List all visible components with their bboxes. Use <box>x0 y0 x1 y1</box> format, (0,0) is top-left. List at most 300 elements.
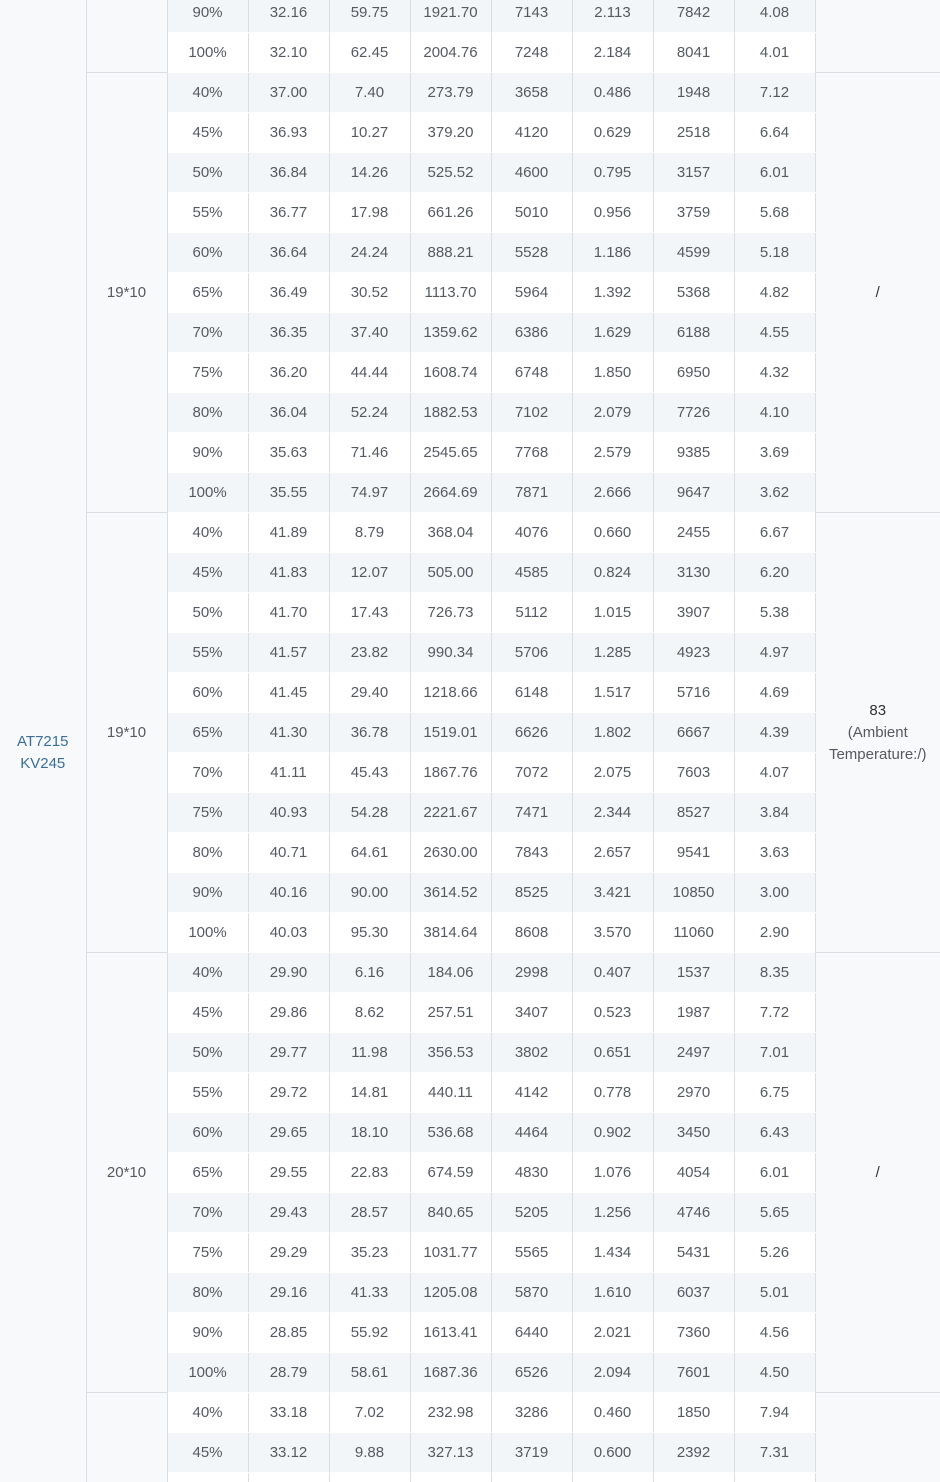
table-row <box>0 73 940 113</box>
rpm-cell: 7843 <box>491 833 572 873</box>
throttle-cell: 60% <box>167 1113 248 1153</box>
thrust-cell: 1.392 <box>572 273 653 313</box>
efficiency-cell: 4.39 <box>734 713 815 753</box>
rpm-cell: 6386 <box>491 313 572 353</box>
throttle-cell: 90% <box>167 0 248 33</box>
throttle-cell: 65% <box>167 713 248 753</box>
current-cell: 10.27 <box>329 113 410 153</box>
current-cell: 17.43 <box>329 593 410 633</box>
thrust-cell: 0.600 <box>572 1433 653 1473</box>
throttle-cell: 45% <box>167 553 248 593</box>
power-cell: 368.04 <box>410 513 491 553</box>
thrust-cell: 1.285 <box>572 633 653 673</box>
torque-cell: 5368 <box>653 273 734 313</box>
efficiency-cell: 5.18 <box>734 233 815 273</box>
efficiency-cell: 6.01 <box>734 153 815 193</box>
voltage-cell: 36.84 <box>248 153 329 193</box>
rpm-cell: 7072 <box>491 753 572 793</box>
torque-cell: 9385 <box>653 433 734 473</box>
thrust-cell: 1.434 <box>572 1233 653 1273</box>
current-cell: 71.46 <box>329 433 410 473</box>
current-cell: 64.61 <box>329 833 410 873</box>
rpm-cell: 4585 <box>491 553 572 593</box>
propeller-size-cell: 19*10 <box>86 513 167 953</box>
voltage-cell: 36.49 <box>248 273 329 313</box>
throttle-cell: 45% <box>167 993 248 1033</box>
thrust-cell: 0.460 <box>572 1393 653 1433</box>
current-cell: 7.40 <box>329 73 410 113</box>
thrust-cell: 3.570 <box>572 913 653 953</box>
rpm-cell: 7143 <box>491 0 572 33</box>
rpm-cell: 3658 <box>491 73 572 113</box>
power-cell: 525.52 <box>410 153 491 193</box>
thrust-cell: 1.186 <box>572 233 653 273</box>
voltage-cell: 33.12 <box>248 1433 329 1473</box>
torque-cell: 2518 <box>653 113 734 153</box>
ambient-temperature-note: (Ambient Temperature:/) <box>828 723 927 763</box>
power-cell: 2630.00 <box>410 833 491 873</box>
torque-cell: 5431 <box>653 1233 734 1273</box>
power-cell: 356.53 <box>410 1033 491 1073</box>
power-cell: 1608.74 <box>410 353 491 393</box>
rpm-cell: 5964 <box>491 273 572 313</box>
efficiency-cell: 4.10 <box>734 393 815 433</box>
torque-cell: 3907 <box>653 593 734 633</box>
efficiency-cell: 5.68 <box>734 193 815 233</box>
temperature-value: 83 <box>869 701 887 719</box>
voltage-cell: 41.30 <box>248 713 329 753</box>
rpm-cell: 7248 <box>491 33 572 73</box>
rpm-cell: 7471 <box>491 793 572 833</box>
rpm-cell: 4830 <box>491 1153 572 1193</box>
torque-cell: 1850 <box>653 1393 734 1433</box>
thrust-cell: 0.795 <box>572 153 653 193</box>
efficiency-cell <box>734 1473 815 1482</box>
voltage-cell: 36.64 <box>248 233 329 273</box>
torque-cell: 7726 <box>653 393 734 433</box>
thrust-cell: 2.184 <box>572 33 653 73</box>
current-cell: 36.78 <box>329 713 410 753</box>
torque-cell: 4746 <box>653 1193 734 1233</box>
throttle-cell: 80% <box>167 393 248 433</box>
power-cell: 1113.70 <box>410 273 491 313</box>
torque-cell: 2970 <box>653 1073 734 1113</box>
power-cell: 273.79 <box>410 73 491 113</box>
voltage-cell: 40.71 <box>248 833 329 873</box>
rpm-cell: 2998 <box>491 953 572 993</box>
voltage-cell: 29.29 <box>248 1233 329 1273</box>
torque-cell: 6667 <box>653 713 734 753</box>
throttle-cell: 100% <box>167 473 248 513</box>
rpm-cell: 5528 <box>491 233 572 273</box>
voltage-cell: 41.89 <box>248 513 329 553</box>
efficiency-cell: 6.20 <box>734 553 815 593</box>
current-cell: 23.82 <box>329 633 410 673</box>
torque-cell: 1537 <box>653 953 734 993</box>
torque-cell: 11060 <box>653 913 734 953</box>
torque-cell: 7603 <box>653 753 734 793</box>
current-cell: 17.98 <box>329 193 410 233</box>
voltage-cell: 29.86 <box>248 993 329 1033</box>
current-cell: 11.98 <box>329 1033 410 1073</box>
torque-cell: 7601 <box>653 1353 734 1393</box>
throttle-cell: 100% <box>167 1353 248 1393</box>
throttle-cell: 100% <box>167 33 248 73</box>
voltage-cell: 41.11 <box>248 753 329 793</box>
rpm-cell: 7871 <box>491 473 572 513</box>
temperature-cell <box>815 513 940 953</box>
power-cell: 2545.65 <box>410 433 491 473</box>
throttle-cell: 75% <box>167 353 248 393</box>
current-cell: 8.79 <box>329 513 410 553</box>
voltage-cell: 35.55 <box>248 473 329 513</box>
torque-cell: 2497 <box>653 1033 734 1073</box>
rpm-cell: 4600 <box>491 153 572 193</box>
voltage-cell: 29.72 <box>248 1073 329 1113</box>
thrust-cell: 2.657 <box>572 833 653 873</box>
voltage-cell: 41.83 <box>248 553 329 593</box>
propeller-size-cell: 19*10 <box>86 73 167 513</box>
current-cell: 35.23 <box>329 1233 410 1273</box>
efficiency-cell: 4.32 <box>734 353 815 393</box>
torque-cell: 5716 <box>653 673 734 713</box>
temperature-cell <box>815 0 940 73</box>
power-cell: 3814.64 <box>410 913 491 953</box>
thrust-cell: 1.802 <box>572 713 653 753</box>
current-cell: 8.62 <box>329 993 410 1033</box>
power-cell: 2004.76 <box>410 33 491 73</box>
voltage-cell <box>248 1473 329 1482</box>
current-cell: 12.07 <box>329 553 410 593</box>
thrust-cell: 0.778 <box>572 1073 653 1113</box>
rpm-cell: 8608 <box>491 913 572 953</box>
thrust-cell: 0.824 <box>572 553 653 593</box>
rpm-cell: 6626 <box>491 713 572 753</box>
thrust-cell: 1.629 <box>572 313 653 353</box>
voltage-cell: 36.20 <box>248 353 329 393</box>
efficiency-cell: 2.90 <box>734 913 815 953</box>
efficiency-cell: 6.64 <box>734 113 815 153</box>
current-cell: 28.57 <box>329 1193 410 1233</box>
current-cell: 44.44 <box>329 353 410 393</box>
power-cell: 661.26 <box>410 193 491 233</box>
rpm-cell: 7768 <box>491 433 572 473</box>
power-cell: 840.65 <box>410 1193 491 1233</box>
current-cell: 45.43 <box>329 753 410 793</box>
rpm-cell: 5205 <box>491 1193 572 1233</box>
throttle-cell: 80% <box>167 1273 248 1313</box>
rpm-cell: 8525 <box>491 873 572 913</box>
torque-cell: 3130 <box>653 553 734 593</box>
thrust-cell: 0.902 <box>572 1113 653 1153</box>
rpm-cell: 4142 <box>491 1073 572 1113</box>
thrust-cell: 0.629 <box>572 113 653 153</box>
throttle-cell: 55% <box>167 1073 248 1113</box>
power-cell: 2221.67 <box>410 793 491 833</box>
thrust-cell: 2.579 <box>572 433 653 473</box>
thrust-cell: 2.021 <box>572 1313 653 1353</box>
voltage-cell: 41.45 <box>248 673 329 713</box>
thrust-cell: 2.666 <box>572 473 653 513</box>
throttle-cell: 45% <box>167 1433 248 1473</box>
rpm-cell: 5565 <box>491 1233 572 1273</box>
efficiency-cell: 4.07 <box>734 753 815 793</box>
throttle-cell: 55% <box>167 193 248 233</box>
voltage-cell: 36.93 <box>248 113 329 153</box>
efficiency-cell: 4.69 <box>734 673 815 713</box>
torque-cell <box>653 1473 734 1482</box>
propeller-size-cell <box>86 0 167 73</box>
efficiency-cell: 5.65 <box>734 1193 815 1233</box>
throttle-cell: 90% <box>167 873 248 913</box>
thrust-cell: 0.660 <box>572 513 653 553</box>
throttle-cell <box>167 1473 248 1482</box>
rpm-cell: 3802 <box>491 1033 572 1073</box>
rpm-cell: 6148 <box>491 673 572 713</box>
current-cell: 58.61 <box>329 1353 410 1393</box>
power-cell: 1359.62 <box>410 313 491 353</box>
voltage-cell: 28.85 <box>248 1313 329 1353</box>
temperature-value: / <box>875 1163 880 1181</box>
motor-model-kv: KV245 <box>20 754 66 772</box>
current-cell <box>329 1473 410 1482</box>
power-cell: 184.06 <box>410 953 491 993</box>
table-row <box>0 513 940 553</box>
voltage-cell: 32.16 <box>248 0 329 33</box>
torque-cell: 8041 <box>653 33 734 73</box>
rpm-cell <box>491 1473 572 1482</box>
throttle-cell: 75% <box>167 1233 248 1273</box>
voltage-cell: 29.65 <box>248 1113 329 1153</box>
voltage-cell: 36.35 <box>248 313 329 353</box>
rpm-cell: 3286 <box>491 1393 572 1433</box>
rpm-cell: 5706 <box>491 633 572 673</box>
efficiency-cell: 5.26 <box>734 1233 815 1273</box>
current-cell: 18.10 <box>329 1113 410 1153</box>
efficiency-cell: 6.67 <box>734 513 815 553</box>
throttle-cell: 70% <box>167 1193 248 1233</box>
torque-cell: 4599 <box>653 233 734 273</box>
efficiency-cell: 5.38 <box>734 593 815 633</box>
efficiency-cell: 4.82 <box>734 273 815 313</box>
power-cell: 505.00 <box>410 553 491 593</box>
thrust-cell: 1.517 <box>572 673 653 713</box>
power-cell: 536.68 <box>410 1113 491 1153</box>
throttle-cell: 50% <box>167 1033 248 1073</box>
efficiency-cell: 4.56 <box>734 1313 815 1353</box>
throttle-cell: 55% <box>167 633 248 673</box>
voltage-cell: 33.18 <box>248 1393 329 1433</box>
rpm-cell: 5870 <box>491 1273 572 1313</box>
voltage-cell: 41.57 <box>248 633 329 673</box>
voltage-cell: 32.10 <box>248 33 329 73</box>
voltage-cell: 29.77 <box>248 1033 329 1073</box>
throttle-cell: 65% <box>167 273 248 313</box>
voltage-cell: 29.43 <box>248 1193 329 1233</box>
thrust-cell: 2.113 <box>572 0 653 33</box>
throttle-cell: 40% <box>167 1393 248 1433</box>
throttle-cell: 40% <box>167 73 248 113</box>
current-cell: 54.28 <box>329 793 410 833</box>
efficiency-cell: 5.01 <box>734 1273 815 1313</box>
torque-cell: 6188 <box>653 313 734 353</box>
thrust-cell: 1.015 <box>572 593 653 633</box>
efficiency-cell: 4.55 <box>734 313 815 353</box>
rpm-cell: 6440 <box>491 1313 572 1353</box>
thrust-cell: 2.079 <box>572 393 653 433</box>
voltage-cell: 40.03 <box>248 913 329 953</box>
efficiency-cell: 3.00 <box>734 873 815 913</box>
power-cell: 1519.01 <box>410 713 491 753</box>
power-cell: 674.59 <box>410 1153 491 1193</box>
throttle-cell: 90% <box>167 433 248 473</box>
rpm-cell: 6748 <box>491 353 572 393</box>
voltage-cell: 37.00 <box>248 73 329 113</box>
rpm-cell: 5010 <box>491 193 572 233</box>
torque-cell: 6037 <box>653 1273 734 1313</box>
voltage-cell: 36.77 <box>248 193 329 233</box>
efficiency-cell: 3.84 <box>734 793 815 833</box>
throttle-cell: 50% <box>167 153 248 193</box>
current-cell: 14.26 <box>329 153 410 193</box>
voltage-cell: 29.90 <box>248 953 329 993</box>
throttle-cell: 40% <box>167 953 248 993</box>
power-cell <box>410 1473 491 1482</box>
efficiency-cell: 6.75 <box>734 1073 815 1113</box>
power-cell: 888.21 <box>410 233 491 273</box>
efficiency-cell: 7.72 <box>734 993 815 1033</box>
propeller-size-cell <box>86 1393 167 1482</box>
torque-cell: 1987 <box>653 993 734 1033</box>
power-cell: 1218.66 <box>410 673 491 713</box>
current-cell: 62.45 <box>329 33 410 73</box>
torque-cell: 7842 <box>653 0 734 33</box>
efficiency-cell: 4.01 <box>734 33 815 73</box>
current-cell: 22.83 <box>329 1153 410 1193</box>
motor-model-cell <box>0 0 86 1482</box>
torque-cell: 7360 <box>653 1313 734 1353</box>
current-cell: 37.40 <box>329 313 410 353</box>
voltage-cell: 29.55 <box>248 1153 329 1193</box>
thrust-cell: 0.523 <box>572 993 653 1033</box>
current-cell: 59.75 <box>329 0 410 33</box>
thrust-cell <box>572 1473 653 1482</box>
rpm-cell: 3407 <box>491 993 572 1033</box>
current-cell: 90.00 <box>329 873 410 913</box>
propeller-size-cell: 20*10 <box>86 953 167 1393</box>
thrust-cell: 0.956 <box>572 193 653 233</box>
thrust-cell: 2.344 <box>572 793 653 833</box>
torque-cell: 4923 <box>653 633 734 673</box>
throttle-cell: 50% <box>167 593 248 633</box>
torque-cell: 9647 <box>653 473 734 513</box>
power-cell: 1882.53 <box>410 393 491 433</box>
current-cell: 55.92 <box>329 1313 410 1353</box>
temperature-cell <box>815 953 940 1393</box>
throttle-cell: 75% <box>167 793 248 833</box>
current-cell: 7.02 <box>329 1393 410 1433</box>
power-cell: 3614.52 <box>410 873 491 913</box>
power-cell: 327.13 <box>410 1433 491 1473</box>
thrust-cell: 3.421 <box>572 873 653 913</box>
rpm-cell: 4076 <box>491 513 572 553</box>
current-cell: 74.97 <box>329 473 410 513</box>
rpm-cell: 7102 <box>491 393 572 433</box>
power-cell: 726.73 <box>410 593 491 633</box>
power-cell: 990.34 <box>410 633 491 673</box>
throttle-cell: 70% <box>167 753 248 793</box>
current-cell: 41.33 <box>329 1273 410 1313</box>
efficiency-cell: 3.63 <box>734 833 815 873</box>
table-row <box>0 1393 940 1433</box>
throttle-cell: 70% <box>167 313 248 353</box>
motor-model-name: AT7215 <box>17 732 69 750</box>
throttle-cell: 90% <box>167 1313 248 1353</box>
throttle-cell: 65% <box>167 1153 248 1193</box>
voltage-cell: 40.16 <box>248 873 329 913</box>
efficiency-cell: 6.43 <box>734 1113 815 1153</box>
rpm-cell: 5112 <box>491 593 572 633</box>
efficiency-cell: 4.08 <box>734 0 815 33</box>
torque-cell: 2455 <box>653 513 734 553</box>
table-row <box>0 0 940 33</box>
current-cell: 29.40 <box>329 673 410 713</box>
thrust-cell: 1.256 <box>572 1193 653 1233</box>
thrust-cell: 2.094 <box>572 1353 653 1393</box>
efficiency-cell: 7.12 <box>734 73 815 113</box>
power-cell: 257.51 <box>410 993 491 1033</box>
torque-cell: 9541 <box>653 833 734 873</box>
power-cell: 2664.69 <box>410 473 491 513</box>
voltage-cell: 40.93 <box>248 793 329 833</box>
power-cell: 440.11 <box>410 1073 491 1113</box>
efficiency-cell: 3.62 <box>734 473 815 513</box>
power-cell: 1205.08 <box>410 1273 491 1313</box>
torque-cell: 3759 <box>653 193 734 233</box>
voltage-cell: 35.63 <box>248 433 329 473</box>
throttle-cell: 100% <box>167 913 248 953</box>
table-row <box>0 953 940 993</box>
power-cell: 1687.36 <box>410 1353 491 1393</box>
rpm-cell: 6526 <box>491 1353 572 1393</box>
efficiency-cell: 4.50 <box>734 1353 815 1393</box>
rpm-cell: 4120 <box>491 113 572 153</box>
torque-cell: 6950 <box>653 353 734 393</box>
efficiency-cell: 3.69 <box>734 433 815 473</box>
power-cell: 1867.76 <box>410 753 491 793</box>
temperature-cell <box>815 73 940 513</box>
rpm-cell: 4464 <box>491 1113 572 1153</box>
current-cell: 9.88 <box>329 1433 410 1473</box>
efficiency-cell: 4.97 <box>734 633 815 673</box>
voltage-cell: 41.70 <box>248 593 329 633</box>
efficiency-cell: 7.31 <box>734 1433 815 1473</box>
temperature-cell <box>815 1393 940 1482</box>
current-cell: 6.16 <box>329 953 410 993</box>
throttle-cell: 80% <box>167 833 248 873</box>
rpm-cell: 3719 <box>491 1433 572 1473</box>
power-cell: 1613.41 <box>410 1313 491 1353</box>
power-cell: 232.98 <box>410 1393 491 1433</box>
torque-cell: 4054 <box>653 1153 734 1193</box>
thrust-cell: 1.610 <box>572 1273 653 1313</box>
torque-cell: 8527 <box>653 793 734 833</box>
current-cell: 95.30 <box>329 913 410 953</box>
voltage-cell: 36.04 <box>248 393 329 433</box>
thrust-cell: 0.651 <box>572 1033 653 1073</box>
power-cell: 1031.77 <box>410 1233 491 1273</box>
efficiency-cell: 8.35 <box>734 953 815 993</box>
